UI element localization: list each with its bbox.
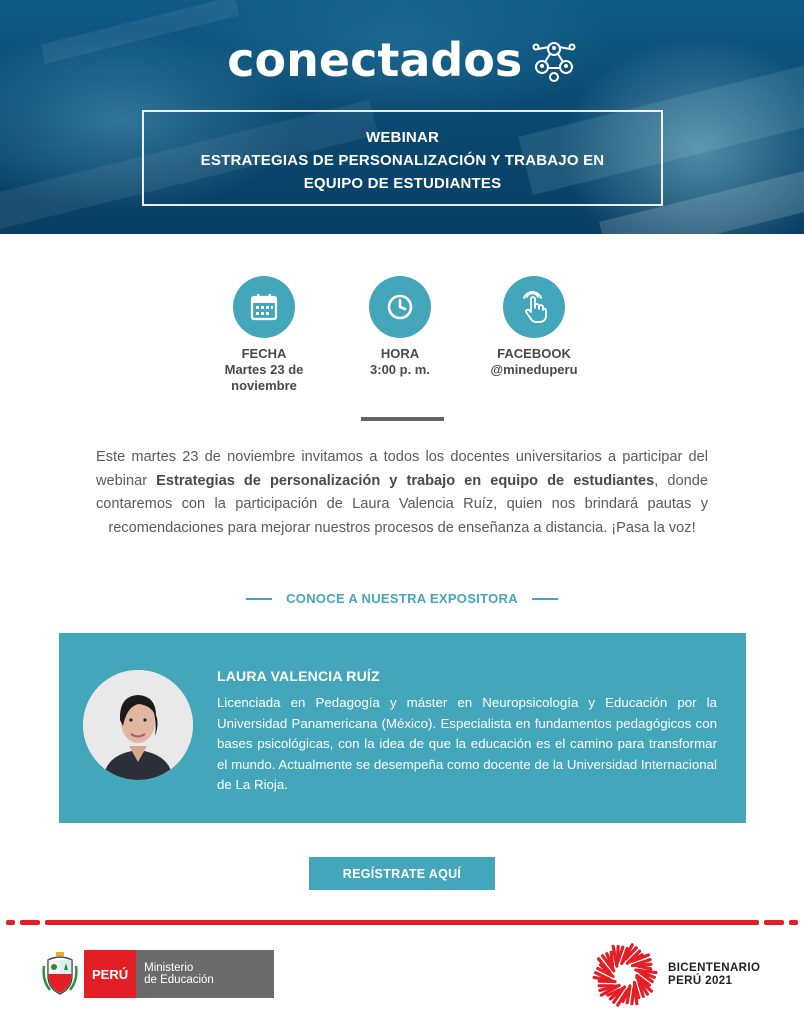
emblem-ray xyxy=(611,952,612,965)
speaker-card xyxy=(59,633,746,823)
footer-rule xyxy=(45,920,759,925)
emblem-ray xyxy=(638,966,650,969)
clock-icon xyxy=(369,276,431,338)
date-label: FECHA xyxy=(241,346,287,361)
time-value: 3:00 p. m. xyxy=(370,362,430,377)
footer-rule xyxy=(764,920,784,925)
bicentenario-line1: BICENTENARIO xyxy=(668,962,761,974)
info-date xyxy=(209,276,319,394)
logo-text: conectados xyxy=(227,33,523,87)
peru-coat-of-arms-icon xyxy=(42,950,78,998)
bicentenario-logo xyxy=(590,940,760,1010)
title-rule xyxy=(532,598,558,600)
section-divider xyxy=(361,417,444,421)
webinar-title: ESTRATEGIAS DE PERSONALIZACIÓN Y TRABAJO EN EQUIPO DE ESTUDIANTES xyxy=(200,152,605,192)
facebook-label: FACEBOOK xyxy=(497,346,571,361)
description-text: Este martes 23 de noviembre invitamos a todos los docentes universitarios a participar del webinar xyxy=(96,449,708,489)
speaker-section-heading: CONOCE A NUESTRA EXPOSITORA xyxy=(286,591,518,607)
calendar-icon xyxy=(233,276,295,338)
info-facebook xyxy=(479,276,589,378)
ministry-line1: Ministerio xyxy=(144,962,194,974)
hero-banner xyxy=(0,0,804,234)
conectados-logo xyxy=(0,32,804,92)
register-button[interactable]: REGÍSTRATE AQUÍ xyxy=(309,857,495,890)
emblem-ray xyxy=(632,988,634,1003)
ministry-line2: de Educación xyxy=(144,974,214,986)
speaker-section-title xyxy=(0,590,804,608)
description-text: , donde contaremos con la participación de Laura Valencia Ruíz, quien nos brindará pautas y recomendaciones para mejorar nuestros procesos de enseñanza a distancia. ¡Pasa la voz! xyxy=(96,472,708,536)
title-rule xyxy=(246,598,272,600)
info-time xyxy=(345,276,455,378)
people-network-icon xyxy=(531,37,577,83)
bicentenario-emblem-icon xyxy=(590,940,660,1010)
date-value: Martes 23 de noviembre xyxy=(224,362,304,393)
speaker-bio: Licenciada en Pedagogía y máster en Neuropsicología y Educación por la Universidad Panamericana (México). Especialista en fundamentos pedagógicos con bases psicológicas, con la idea de que la educación es el camino para transformar el mundo. Actualmente se desempeña como docente de la Universidad Internacional de La Rioja. xyxy=(217,695,717,792)
facebook-handle: @mineduperu xyxy=(490,362,578,377)
time-label: HORA xyxy=(380,346,420,361)
ministry-label xyxy=(136,950,274,998)
peru-label: PERÚ xyxy=(84,950,136,998)
hand-pointer-icon xyxy=(503,276,565,338)
webinar-label: WEBINAR xyxy=(365,129,440,146)
footer-rule xyxy=(6,920,15,925)
footer-rule xyxy=(20,920,40,925)
minedu-logo xyxy=(42,950,274,998)
footer-rule xyxy=(789,920,798,925)
speaker-avatar xyxy=(83,670,193,780)
bicentenario-line2: PERÚ 2021 xyxy=(668,975,733,987)
speaker-name: LAURA VALENCIA RUÍZ xyxy=(217,668,380,684)
description-webinar-name: Estrategias de personalización y trabajo en equipo de estudiantes xyxy=(156,472,655,489)
webinar-title-box xyxy=(142,110,663,206)
event-description xyxy=(96,446,708,540)
